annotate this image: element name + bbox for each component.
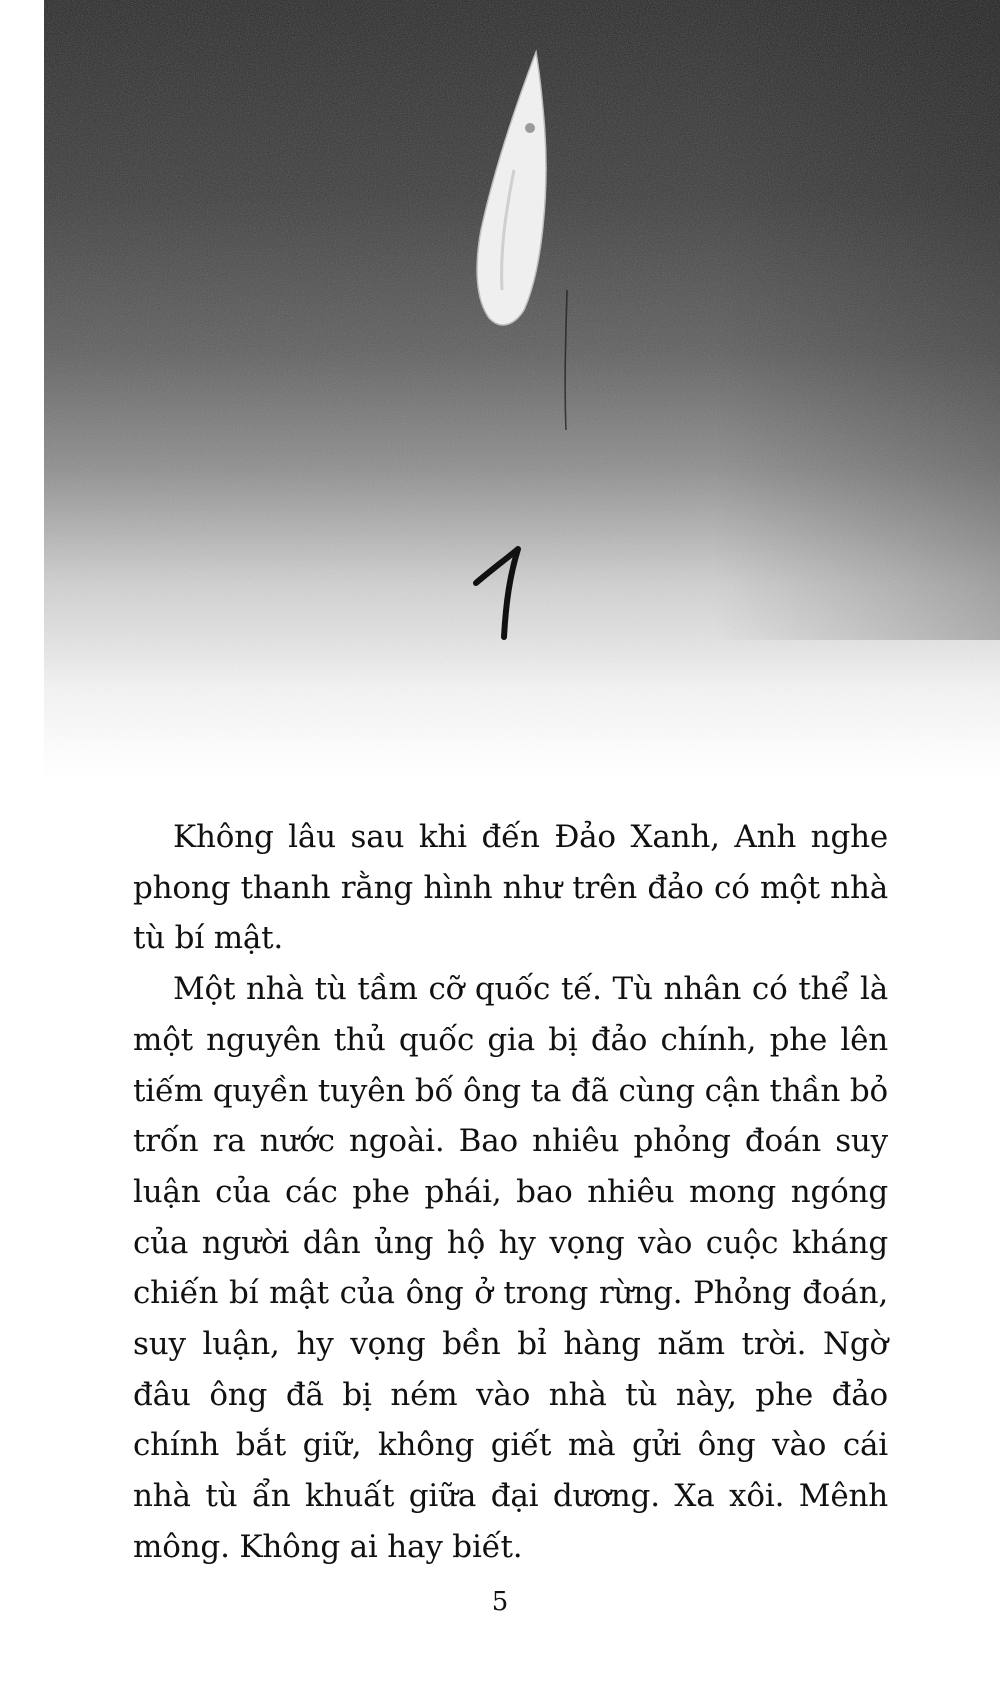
paragraph-1: Không lâu sau khi đến Đảo Xanh, Anh nghe phong thanh rằng hình như trên đảo có một nhà tù bí mật.: [133, 819, 888, 957]
chapter-number-glyph: [470, 545, 560, 645]
chapter-illustration: [44, 0, 1000, 780]
chapter-number: [470, 545, 560, 645]
paragraph-2: Một nhà tù tầm cỡ quốc tế. Tù nhân có thể là một nguyên thủ quốc gia bị đảo chính, phe lên tiếm quyền tuyên bố ông ta đã cùng cận thần bỏ trốn ra nước ngoài. Bao nhiêu phỏng đoán suy luận của các phe phái, bao nhiêu mong ngóng của người dân ủng hộ hy vọng vào cuộc kháng chiến bí mật của ông ở trong rừng. Phỏng đoán, suy luận, hy vọng bền bỉ hàng năm trời. Ngờ đâu ông đã bị ném vào nhà tù này, phe đảo chính bắt giữ, không giết mà gửi ông vào cái nhà tù ẩn khuất giữa đại dương. Xa xôi. Mênh mông. Không ai hay biết.: [133, 971, 888, 1565]
chapter-body: [133, 812, 888, 1573]
page-number: 5: [491, 1587, 509, 1617]
boat-on-water-image: [44, 0, 1000, 780]
